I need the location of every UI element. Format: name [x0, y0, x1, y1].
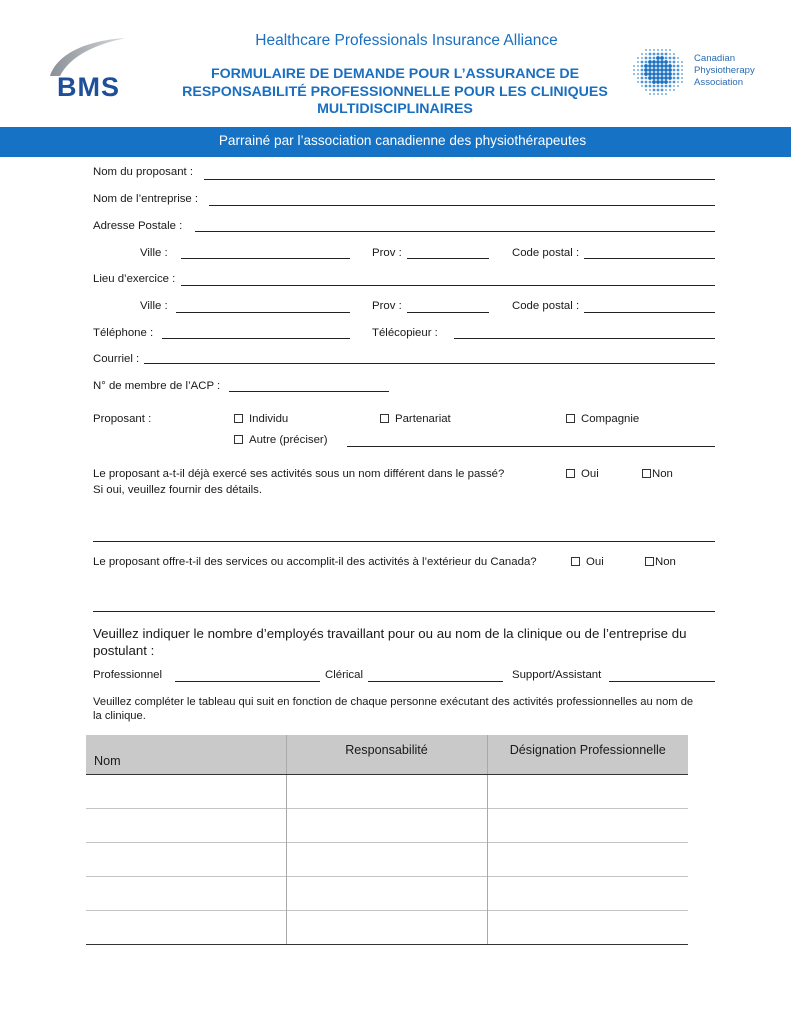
ville-field-2[interactable]: [176, 312, 350, 313]
checkbox-icon[interactable]: [642, 469, 651, 478]
code-postal-field-1[interactable]: [584, 258, 715, 259]
bms-logo-text: BMS: [57, 72, 120, 102]
membre-acp-field[interactable]: [229, 391, 389, 392]
courriel-label: Courriel :: [93, 353, 140, 365]
telephone-field[interactable]: [162, 338, 350, 339]
nom-proposant-field[interactable]: [204, 179, 715, 180]
clerical-field[interactable]: [368, 681, 503, 682]
lieu-exercice-field[interactable]: [181, 285, 715, 286]
q2-non-option[interactable]: [645, 556, 676, 568]
checkbox-icon[interactable]: [234, 435, 243, 444]
q1-text-line2: Si oui, veuillez fournir des détails.: [93, 484, 263, 496]
autre-preciser-field[interactable]: [347, 446, 715, 447]
cpa-line-1: Canadian: [694, 53, 736, 64]
col-header-responsabilite: Responsabilité: [286, 735, 487, 774]
table-header-row: [86, 735, 688, 774]
cell-designation[interactable]: [487, 876, 688, 910]
code-postal-label-2: Code postal :: [512, 300, 580, 312]
q1-non-option[interactable]: [642, 468, 673, 480]
q1-oui-option[interactable]: [566, 468, 599, 480]
table-intro: Veuillez compléter le tableau qui suit en fonction de chaque personne exécutant des activités professionnelles au nom de la clinique.: [93, 696, 694, 722]
table-row: [86, 842, 688, 876]
col-header-nom: Nom: [86, 735, 286, 774]
table-row: [86, 774, 688, 808]
cell-nom[interactable]: [86, 910, 286, 944]
code-postal-label-1: Code postal :: [512, 247, 580, 259]
oui-label: Oui: [586, 556, 604, 568]
proposant-label: Proposant :: [93, 413, 152, 425]
col-header-designation: Désignation Professionnelle: [487, 735, 688, 774]
cell-designation[interactable]: [487, 774, 688, 808]
q2-details-field[interactable]: [93, 611, 715, 612]
q2-text: Le proposant offre-t-il des services ou accomplit-il des activités à l’extérieur du Canada?: [93, 556, 537, 568]
checkbox-icon[interactable]: [234, 414, 243, 423]
prov-label-2: Prov :: [372, 300, 402, 312]
professionnel-label: Professionnel: [93, 669, 163, 681]
proposant-option-autre[interactable]: [234, 434, 328, 446]
adresse-postale-label: Adresse Postale :: [93, 220, 183, 232]
membre-acp-label: N° de membre de l’ACP :: [93, 380, 221, 392]
form-title: FORMULAIRE DE DEMANDE POUR L’ASSURANCE DE RESPONSABILITÉ PROFESSIONNELLE POUR LES CLINIQUES MULTIDISCIPLINAIRES: [182, 66, 608, 117]
prov-field-2[interactable]: [407, 312, 489, 313]
cell-responsabilite[interactable]: [286, 774, 487, 808]
q2-oui-option[interactable]: [571, 556, 604, 568]
cell-nom[interactable]: [86, 808, 286, 842]
ville-field-1[interactable]: [181, 258, 350, 259]
staff-table: [86, 735, 688, 945]
prov-field-1[interactable]: [407, 258, 489, 259]
code-postal-field-2[interactable]: [584, 312, 715, 313]
prov-label-1: Prov :: [372, 247, 402, 259]
ville-label-1: Ville :: [140, 247, 168, 259]
option-label: Partenariat: [395, 413, 451, 425]
table-row: [86, 808, 688, 842]
option-label: Autre (préciser): [249, 434, 328, 446]
employees-question: Veuillez indiquer le nombre d’employés travaillant pour ou au nom de la clinique ou de l’entreprise du postulant :: [93, 626, 687, 658]
cell-nom[interactable]: [86, 876, 286, 910]
non-label: Non: [652, 468, 673, 480]
checkbox-icon[interactable]: [380, 414, 389, 423]
telecopieur-label: Télécopieur :: [372, 327, 438, 339]
support-field[interactable]: [609, 681, 715, 682]
sponsor-banner: Parrainé par l’association canadienne des physiothérapeutes: [0, 127, 791, 157]
cpa-line-3: Association: [694, 77, 744, 88]
cell-responsabilite[interactable]: [286, 808, 487, 842]
q1-text-line1: Le proposant a-t-il déjà exercé ses activités sous un nom différent dans le passé?: [93, 468, 505, 480]
cell-nom[interactable]: [86, 842, 286, 876]
checkbox-icon[interactable]: [566, 414, 575, 423]
cell-responsabilite[interactable]: [286, 910, 487, 944]
nom-proposant-label: Nom du proposant :: [93, 166, 194, 178]
telecopieur-field[interactable]: [454, 338, 715, 339]
table-row: [86, 876, 688, 910]
cell-designation[interactable]: [487, 808, 688, 842]
checkbox-icon[interactable]: [571, 557, 580, 566]
ville-label-2: Ville :: [140, 300, 168, 312]
oui-label: Oui: [581, 468, 599, 480]
professionnel-field[interactable]: [175, 681, 320, 682]
proposant-option-individu[interactable]: [234, 413, 288, 425]
table-row: [86, 910, 688, 944]
cell-responsabilite[interactable]: [286, 842, 487, 876]
org-title: Healthcare Professionals Insurance Alliance: [255, 32, 558, 49]
cell-responsabilite[interactable]: [286, 876, 487, 910]
checkbox-icon[interactable]: [645, 557, 654, 566]
lieu-exercice-label: Lieu d’exercice :: [93, 273, 176, 285]
proposant-option-partenariat[interactable]: [380, 413, 451, 425]
clerical-label: Clérical: [325, 669, 363, 681]
cell-nom[interactable]: [86, 774, 286, 808]
cpa-logo-text: [694, 53, 755, 89]
support-label: Support/Assistant: [512, 669, 602, 681]
option-label: Compagnie: [581, 413, 640, 425]
proposant-option-compagnie[interactable]: [566, 413, 639, 425]
non-label: Non: [655, 556, 676, 568]
adresse-postale-field[interactable]: [195, 231, 715, 232]
cpa-line-2: Physiotherapy: [694, 65, 755, 76]
cell-designation[interactable]: [487, 910, 688, 944]
option-label: Individu: [249, 413, 289, 425]
checkbox-icon[interactable]: [566, 469, 575, 478]
telephone-label: Téléphone :: [93, 327, 154, 339]
nom-entreprise-label: Nom de l’entreprise :: [93, 193, 199, 205]
q1-details-field[interactable]: [93, 541, 715, 542]
cell-designation[interactable]: [487, 842, 688, 876]
nom-entreprise-field[interactable]: [209, 205, 715, 206]
courriel-field[interactable]: [144, 363, 715, 364]
